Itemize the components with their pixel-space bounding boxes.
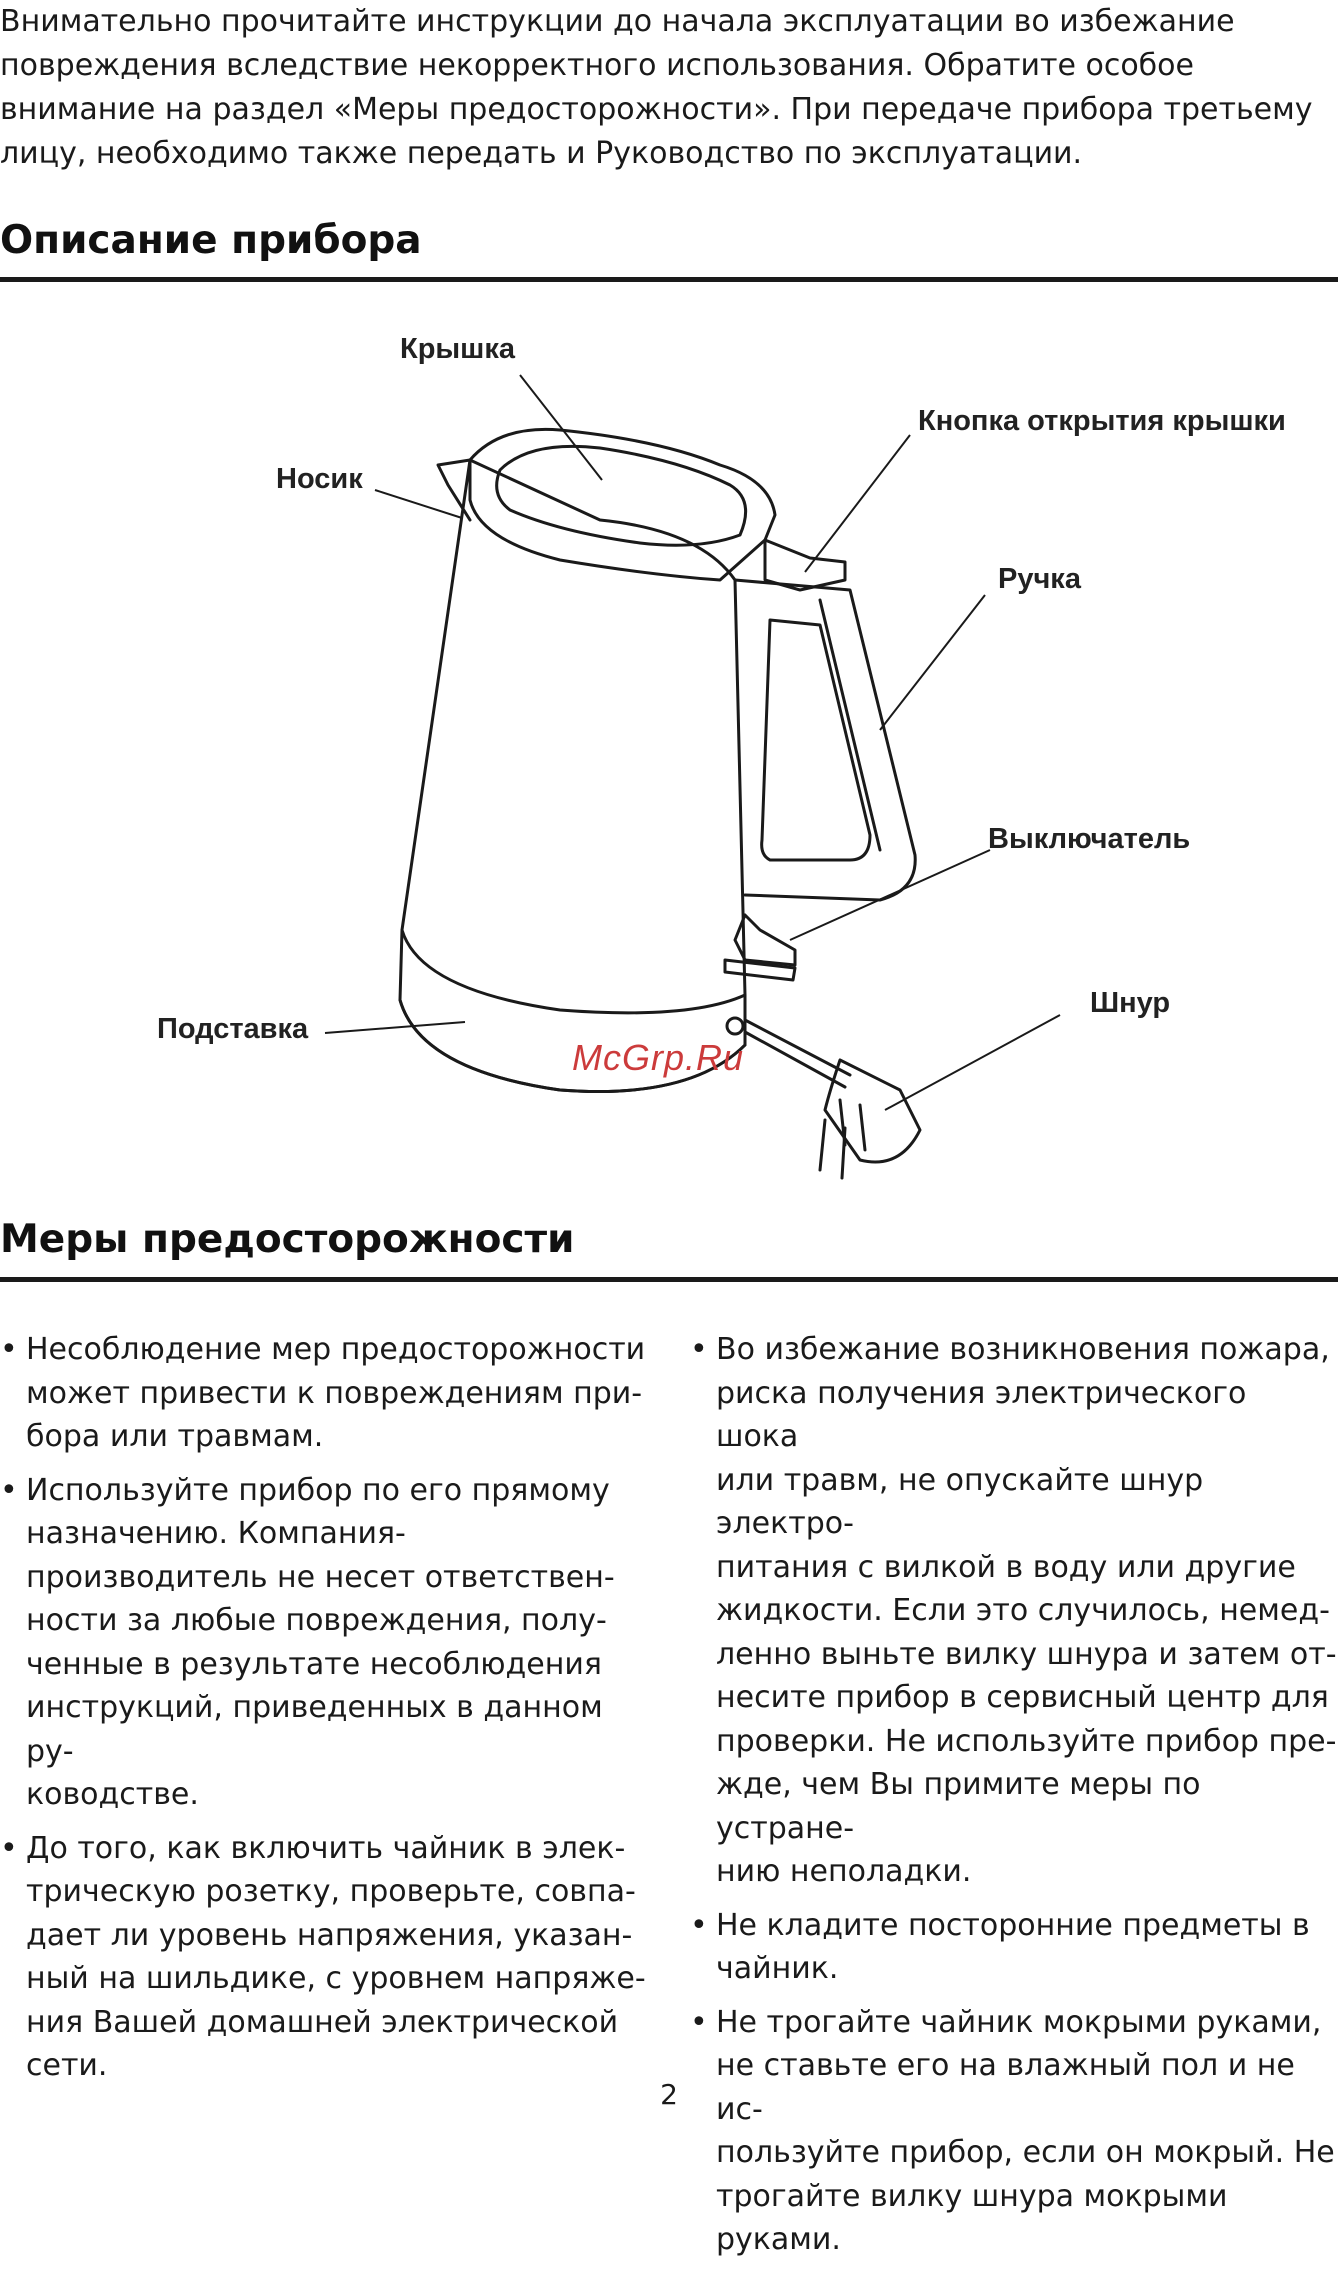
list-item: • Во избежание возникновения пожара, риска получения электрического шока или травм, не опускайте шнур электро- питания с вилкой в воду или другие жидкости. Если это случилось, немед- ленно выньте вилку шнура и затем от- несите прибор в сервисный центр для проверки. Не используйте прибор пре- жде, чем Вы примите меры по устране- нию неполадки. — [690, 1328, 1338, 1894]
bullet: • — [690, 1907, 708, 1943]
cord — [745, 1020, 850, 1075]
bullet: • — [0, 1830, 18, 1866]
bullet: • — [690, 1332, 708, 1367]
list-item: • Не трогайте чайник мокрыми руками, не ставьте его на влажный пол и не ис- пользуйте прибор, если он мокрый. Не трогайте вилку шнура мокрыми руками. — [690, 2001, 1338, 2262]
bullet: • — [0, 1332, 18, 1367]
section-divider — [0, 1277, 1338, 1282]
label-spout: Носик — [276, 463, 363, 495]
label-lid: Крышка — [400, 333, 515, 365]
list-item: • Используйте прибор по его прямому назначению. Компания- производитель не несет ответствен- ности за любые повреждения, полу- ченные в результате несоблюдения инструкций, приведенных в данном ру- ководстве. — [0, 1469, 650, 1817]
label-cord: Шнур — [1090, 987, 1171, 1019]
list-item: • Несоблюдение мер предосторожности может привести к повреждениям при- бора или травмам. — [0, 1328, 650, 1459]
section-title-precautions: Меры предосторожности — [0, 1217, 575, 1262]
page-number: 2 — [660, 2078, 678, 2111]
intro-line: повреждения вследствие некорректного использования. Обратите особое — [0, 48, 1194, 83]
intro-paragraph — [0, 0, 1320, 176]
kettle-body — [400, 460, 745, 1092]
kettle-diagram — [0, 300, 1338, 1200]
plug — [825, 1060, 920, 1162]
list-item: • До того, как включить чайник в элек- трическую розетку, проверьте, совпа- дает ли уровень напряжения, указан- ный на шильдике, с уровнем напряже- ния Вашей домашней электрической сети. — [0, 1827, 650, 2088]
label-lid-button: Кнопка открытия крышки — [918, 405, 1286, 437]
bullet: • — [690, 2004, 708, 2040]
label-switch: Выключатель — [988, 823, 1191, 855]
precautions-right-column — [690, 1328, 1338, 2272]
bullet: • — [0, 1472, 18, 1508]
watermark: McGrp.Ru — [572, 1037, 745, 1078]
label-base: Подставка — [157, 1013, 309, 1045]
section-title-description: Описание прибора — [0, 218, 422, 263]
section-divider — [0, 277, 1338, 282]
intro-line: Внимательно прочитайте инструкции до начала эксплуатации во избежание — [0, 4, 1235, 39]
intro-line: внимание на раздел «Меры предосторожности». При передаче прибора третьему — [0, 92, 1313, 127]
precautions-left-column — [0, 1328, 650, 2098]
intro-line: лицу, необходимо также передать и Руководство по эксплуатации. — [0, 136, 1083, 171]
label-handle: Ручка — [998, 563, 1081, 595]
list-item: • Не кладите посторонние предметы в чайник. — [690, 1904, 1338, 1991]
